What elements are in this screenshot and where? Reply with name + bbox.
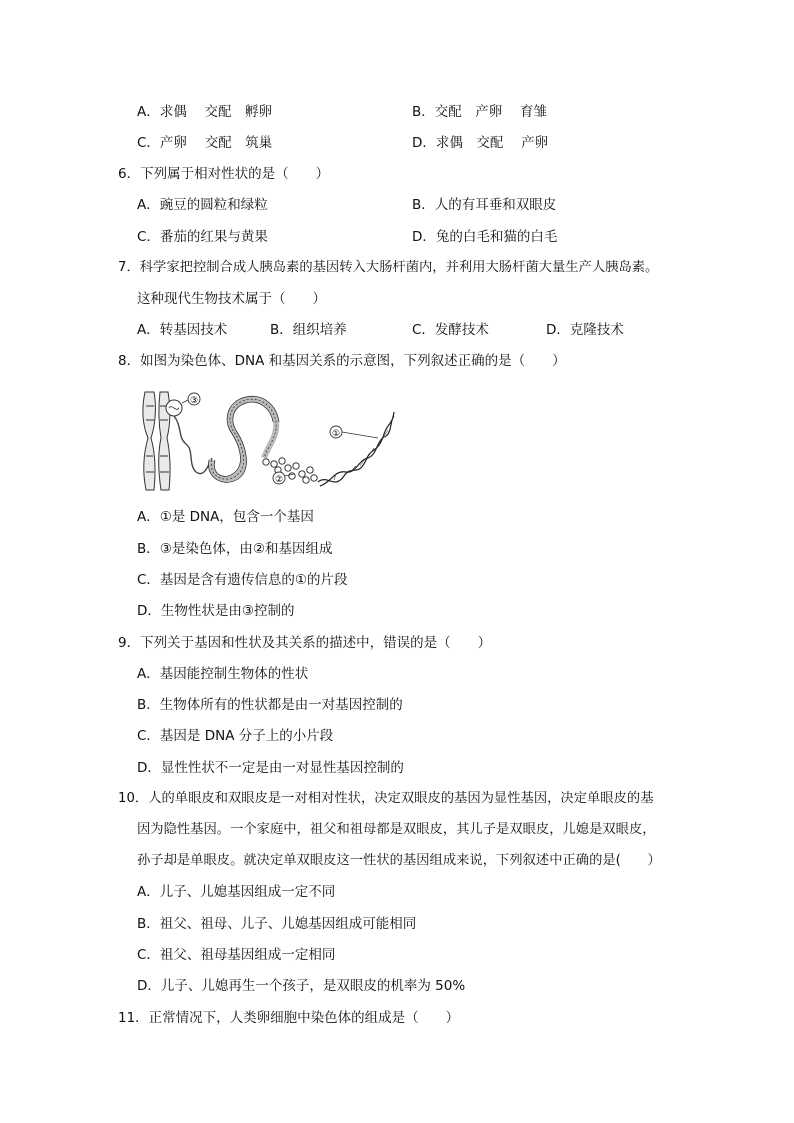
nucleosome-beads (263, 458, 317, 483)
q8-option-a: A．①是 DNA，包含一个基因 (137, 509, 314, 525)
q8-option-b: B．③是染色体，由②和基因组成 (137, 541, 333, 557)
chromatin-coil (211, 399, 276, 479)
q8-option-d: D．生物性状是由③控制的 (137, 603, 295, 619)
q7-stem-line1: 7．科学家把控制合成人胰岛素的基因转入大肠杆菌内，并利用大肠杆菌大量生产人胰岛素。 (118, 260, 659, 275)
q7-option-a: A．转基因技术 (137, 322, 228, 338)
q10-option-a: A．儿子、儿媳基因组成一定不同 (137, 884, 336, 900)
q6-option-d: D．兔的白毛和猫的白毛 (412, 229, 558, 245)
q7-option-c: C．发酵技术 (412, 322, 489, 338)
q10-stem-line2: 因为隐性基因。一个家庭中，祖父和祖母都是双眼皮，其儿子是双眼皮，儿媳是双眼皮， (137, 822, 656, 837)
q9-option-a: A．基因能控制生物体的性状 (137, 666, 309, 682)
q10-stem-line1: 10．人的单眼皮和双眼皮是一对相对性状，决定双眼皮的基因为显性基因，决定单眼皮的基 (118, 791, 654, 806)
q9-stem: 9．下列关于基因和性状及其关系的描述中，错误的是（ ） (118, 635, 492, 651)
chromosome-dna-gene-diagram (138, 386, 398, 494)
label3-text: ③ (189, 396, 199, 406)
dna-double-helix (318, 412, 394, 486)
q11-stem: 11．正常情况下，人类卵细胞中染色体的组成是（ ） (118, 1010, 460, 1026)
q8-stem: 8．如图为染色体、DNA 和基因关系的示意图，下列叙述正确的是（ ） (118, 353, 566, 369)
q10-option-c: C．祖父、祖母基因组成一定相同 (137, 947, 336, 963)
diagram-svg (138, 386, 398, 494)
q7-option-b: B．组织培养 (270, 322, 347, 338)
q6-option-b: B．人的有耳垂和双眼皮 (412, 197, 557, 213)
q9-option-d: D．显性性状不一定是由一对显性基因控制的 (137, 760, 404, 776)
q6-option-a: A．豌豆的圆粒和绿粒 (137, 197, 268, 213)
q8-option-c: C．基因是含有遗传信息的①的片段 (137, 572, 348, 588)
q10-option-b: B．祖父、祖母、儿子、儿媳基因组成可能相同 (137, 916, 417, 932)
q7-option-d: D．克隆技术 (546, 322, 624, 338)
q7-stem-line2: 这种现代生物技术属于（ ） (137, 291, 326, 307)
q5-option-d: D．求偶 交配 产卵 (412, 135, 549, 151)
q5-option-a: A．求偶 交配 孵卵 (137, 104, 273, 120)
q6-option-c: C．番茄的红果与黄果 (137, 229, 268, 245)
q9-option-c: C．基因是 DNA 分子上的小片段 (137, 728, 334, 744)
label2-text: ② (274, 475, 284, 485)
q5-option-b: B．交配 产卵 育雏 (412, 104, 548, 120)
q9-option-b: B．生物体所有的性状都是由一对基因控制的 (137, 697, 403, 713)
q10-stem-line3: 孙子却是单眼皮。就决定单双眼皮这一性状的基因组成来说，下列叙述中正确的是( ） (137, 853, 661, 868)
q6-stem: 6．下列属于相对性状的是（ ） (118, 166, 330, 182)
label1-text: ① (331, 429, 341, 439)
q5-option-c: C．产卵 交配 筑巢 (137, 135, 273, 151)
q10-option-d: D．儿子、儿媳再生一个孩子，是双眼皮的机率为 50% (137, 978, 466, 994)
